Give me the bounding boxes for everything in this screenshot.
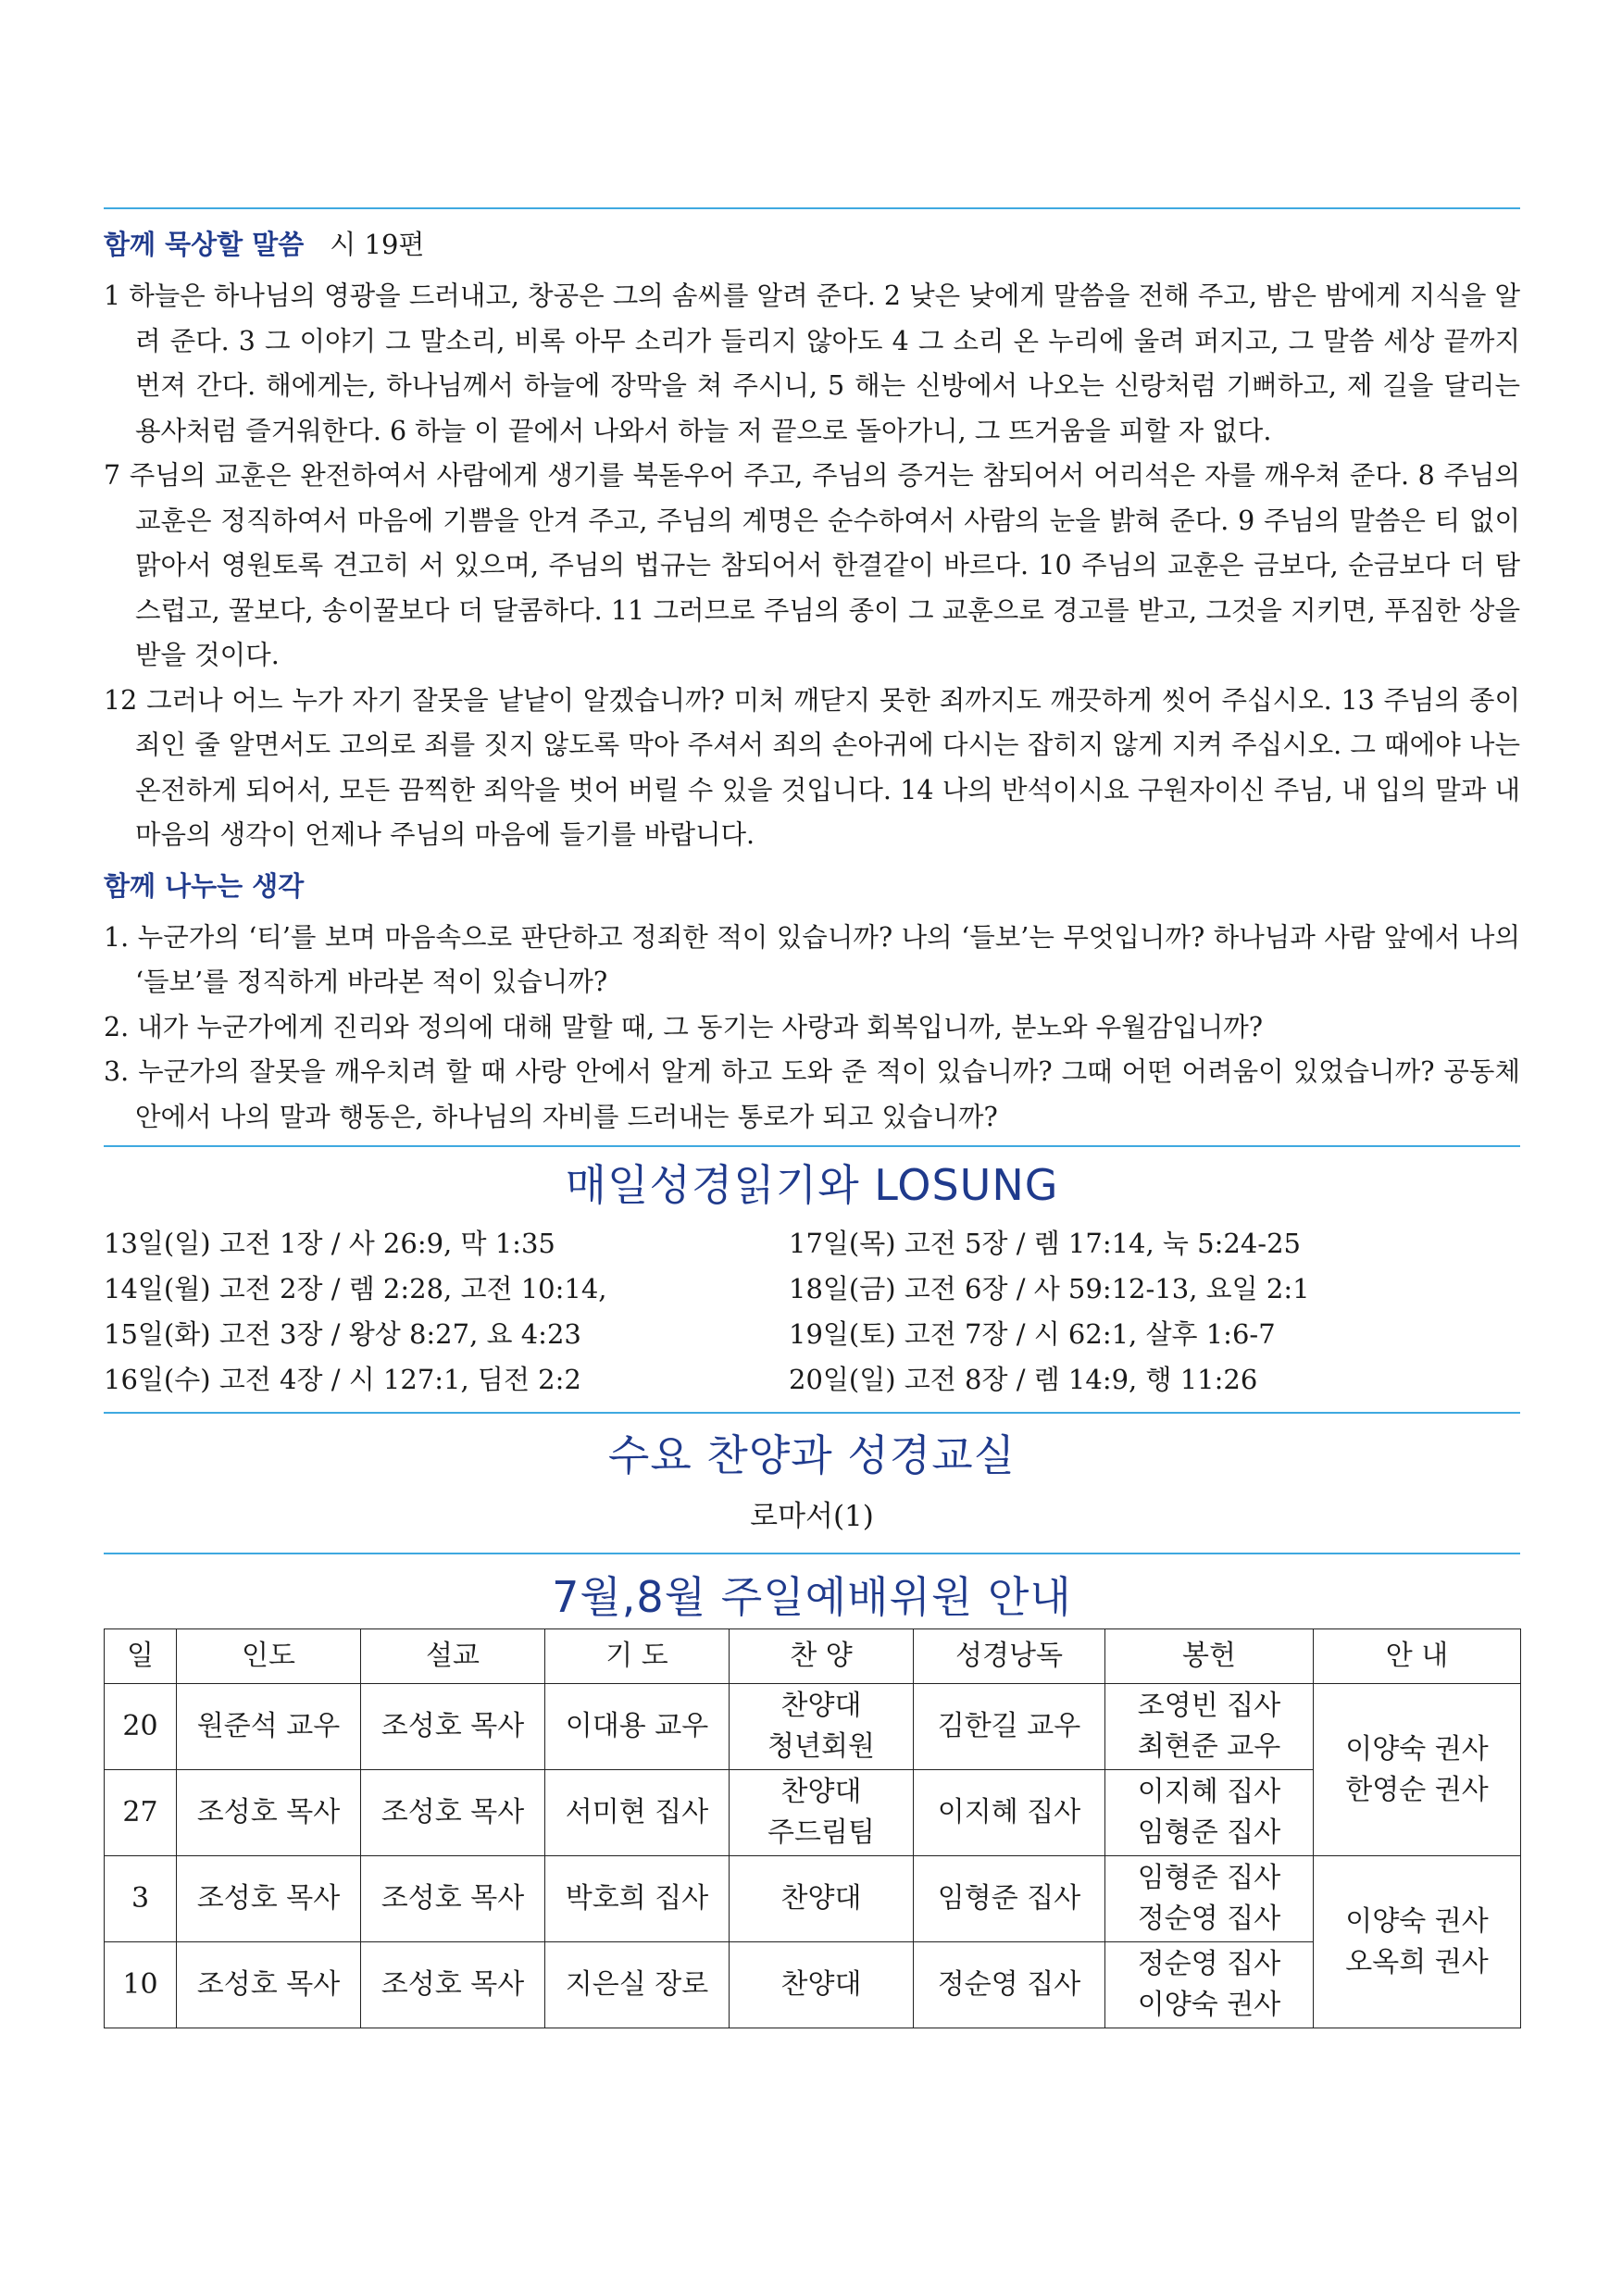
table-row (105, 1942, 1521, 2028)
offering-line: 임형준 집사 (1137, 1862, 1281, 1894)
reading-cell: 정순영 집사 (914, 1942, 1105, 2028)
sermon-cell: 조성호 목사 (361, 1684, 545, 1770)
meditation-heading-line (104, 224, 1520, 265)
prayer-cell: 박호희 집사 (545, 1856, 730, 1942)
day-cell: 3 (105, 1856, 177, 1942)
guide-line: 오옥희 권사 (1345, 1945, 1489, 1978)
duty-roster-table (104, 1628, 1521, 2028)
lead-cell: 조성호 목사 (177, 1856, 361, 1942)
sharing-questions (104, 916, 1520, 1141)
praise-line: 찬양대 (780, 1690, 862, 1722)
column-header: 인도 (177, 1629, 361, 1684)
lead-cell: 원준석 교우 (177, 1684, 361, 1770)
prayer-cell: 이대용 교우 (545, 1684, 730, 1770)
reading-left-column (104, 1221, 789, 1403)
offering-line: 임형준 집사 (1137, 1816, 1281, 1849)
reading-day: 15일(화) 고전 3장 / 왕상 8:27, 요 4:23 (104, 1318, 581, 1350)
sermon-cell: 조성호 목사 (361, 1770, 545, 1856)
divider (104, 1553, 1520, 1554)
guide-line: 이양숙 권사 (1345, 1904, 1489, 1938)
reading-cell: 김한길 교우 (914, 1684, 1105, 1770)
praise-cell: 찬양대 (730, 1856, 914, 1942)
praise-line: 찬양대 (780, 1776, 862, 1808)
verse-paragraph: 7 주님의 교훈은 완전하여서 사람에게 생기를 북돋우어 주고, 주님의 증거는 참되어서 어리석은 자를 깨우쳐 준다. 8 주님의 교훈은 정직하여서 마음에 기쁨을 안겨 주고, 주님의 계명은 순수하여서 사람의 눈을 밝혀 준다. 9 주님의 말씀은 티 없이 맑아서 영원토록 견고히 서 있으며, 주님의 법규는 참되어서 한결같이 바르다. 10 주님의 교훈은 금보다, 순금보다 더 탐스럽고, 꿀보다, 송이꿀보다 더 달콤하다. 11 그러므로 주님의 종이 그 교훈으로 경고를 받고, 그것을 지키면, 푸짐한 상을 받을 것이다. (104, 460, 1520, 670)
reading-day: 19일(토) 고전 7장 / 시 62:1, 살후 1:6-7 (789, 1318, 1276, 1350)
praise-line: 주드림팀 (767, 1816, 875, 1849)
sermon-cell: 조성호 목사 (361, 1942, 545, 2028)
offering-line: 최현준 교우 (1137, 1730, 1281, 1763)
offering-cell (1105, 1770, 1314, 1856)
meditation-heading: 함께 묵상할 말씀 (104, 229, 305, 260)
reading-cell: 이지혜 집사 (914, 1770, 1105, 1856)
offering-line: 정순영 집사 (1137, 1948, 1281, 1980)
offering-line: 정순영 집사 (1137, 1903, 1281, 1935)
bulletin-page (104, 207, 1520, 2028)
day-cell: 27 (105, 1770, 177, 1856)
reading-title: 매일성경읽기와 LOSUNG (565, 1160, 1059, 1210)
wednesday-subtitle: 로마서(1) (750, 1500, 874, 1533)
meditation-verses (104, 274, 1520, 858)
table-row (105, 1770, 1521, 1856)
praise-cell: 찬양대 (730, 1942, 914, 2028)
offering-cell (1105, 1856, 1314, 1942)
divider (104, 1412, 1520, 1414)
column-header: 기 도 (545, 1629, 730, 1684)
question-item: 3. 누군가의 잘못을 깨우치려 할 때 사랑 안에서 알게 하고 도와 준 적이 있습니까? 그때 어떤 어려움이 있었습니까? 공동체 안에서 나의 말과 행동은, 하나님의 자비를 드러내는 통로가 되고 있습니까? (104, 1056, 1520, 1132)
guide-cell (1314, 1684, 1521, 1856)
guide-line: 한영순 권사 (1345, 1773, 1489, 1806)
column-header: 봉헌 (1105, 1629, 1314, 1684)
praise-cell (730, 1684, 914, 1770)
question-item: 1. 누군가의 ‘티’를 보며 마음속으로 판단하고 정죄한 적이 있습니까? 나의 ‘들보’는 무엇입니까? 하나님과 사람 앞에서 나의 ‘들보’를 정직하게 바라본 적이 있습니까? (104, 921, 1520, 997)
reading-right-column (789, 1221, 1520, 1403)
divider (104, 1145, 1520, 1147)
prayer-cell: 서미현 집사 (545, 1770, 730, 1856)
column-header: 찬 양 (730, 1629, 914, 1684)
table-header-row (105, 1629, 1521, 1684)
lead-cell: 조성호 목사 (177, 1770, 361, 1856)
sermon-cell: 조성호 목사 (361, 1856, 545, 1942)
reading-schedule (104, 1221, 1520, 1403)
guide-line: 이양숙 권사 (1345, 1732, 1489, 1766)
table-row (105, 1684, 1521, 1770)
reading-day: 20일(일) 고전 8장 / 렘 14:9, 행 11:26 (789, 1364, 1258, 1395)
duty-title: 7월,8월 주일예배위원 안내 (552, 1572, 1072, 1622)
column-header: 안 내 (1314, 1629, 1521, 1684)
table-row (105, 1856, 1521, 1942)
prayer-cell: 지은실 장로 (545, 1942, 730, 2028)
offering-cell (1105, 1684, 1314, 1770)
praise-cell (730, 1770, 914, 1856)
sharing-heading-line (104, 866, 1520, 906)
offering-cell (1105, 1942, 1314, 2028)
praise-line: 청년회원 (767, 1730, 875, 1763)
reading-day: 13일(일) 고전 1장 / 사 26:9, 막 1:35 (104, 1228, 555, 1259)
column-header: 성경낭독 (914, 1629, 1105, 1684)
top-divider (104, 207, 1520, 209)
reading-cell: 임형준 집사 (914, 1856, 1105, 1942)
question-item: 2. 내가 누군가에게 진리와 정의에 대해 말할 때, 그 동기는 사랑과 회복입니까, 분노와 우월감입니까? (104, 1011, 1264, 1042)
guide-cell (1314, 1856, 1521, 2028)
day-cell: 10 (105, 1942, 177, 2028)
day-cell: 20 (105, 1684, 177, 1770)
meditation-reference: 시 19편 (330, 229, 425, 260)
offering-line: 이양숙 권사 (1137, 1989, 1281, 2021)
verse-paragraph: 12 그러나 어느 누가 자기 잘못을 낱낱이 알겠습니까? 미처 깨닫지 못한 죄까지도 깨끗하게 씻어 주십시오. 13 주님의 종이 죄인 줄 알면서도 고의로 죄를 짓지 않도록 막아 주셔서 죄의 손아귀에 다시는 잡히지 않게 지켜 주십시오. 그 때에야 나는 온전하게 되어서, 모든 끔찍한 죄악을 벗어 버릴 수 있을 것입니다. 14 나의 반석이시요 구원자이신 주님, 내 입의 말과 내 마음의 생각이 언제나 주님의 마음에 들기를 바랍니다. (104, 684, 1520, 850)
reading-day: 14일(월) 고전 2장 / 렘 2:28, 고전 10:14, (104, 1273, 607, 1304)
sharing-heading: 함께 나누는 생각 (104, 869, 305, 902)
offering-line: 조영빈 집사 (1137, 1690, 1281, 1722)
column-header: 일 (105, 1629, 177, 1684)
offering-line: 이지혜 집사 (1137, 1776, 1281, 1808)
reading-day: 18일(금) 고전 6장 / 사 59:12-13, 요일 2:1 (789, 1273, 1310, 1304)
verse-paragraph: 1 하늘은 하나님의 영광을 드러내고, 창공은 그의 솜씨를 알려 준다. 2 낮은 낮에게 말씀을 전해 주고, 밤은 밤에게 지식을 알려 준다. 3 그 이야기 그 말소리, 비록 아무 소리가 들리지 않아도 4 그 소리 온 누리에 울려 퍼지고, 그 말씀 세상 끝까지 번져 간다. 해에게는, 하나님께서 하늘에 장막을 쳐 주시니, 5 해는 신방에서 나오는 신랑처럼 기뻐하고, 제 길을 달리는 용사처럼 즐거워한다. 6 하늘 이 끝에서 나와서 하늘 저 끝으로 돌아가니, 그 뜨거움을 피할 자 없다. (104, 281, 1520, 446)
lead-cell: 조성호 목사 (177, 1942, 361, 2028)
wednesday-title: 수요 찬양과 성경교실 (607, 1430, 1017, 1480)
reading-day: 16일(수) 고전 4장 / 시 127:1, 딤전 2:2 (104, 1364, 581, 1395)
column-header: 설교 (361, 1629, 545, 1684)
reading-day: 17일(목) 고전 5장 / 렘 17:14, 눅 5:24-25 (789, 1228, 1301, 1259)
